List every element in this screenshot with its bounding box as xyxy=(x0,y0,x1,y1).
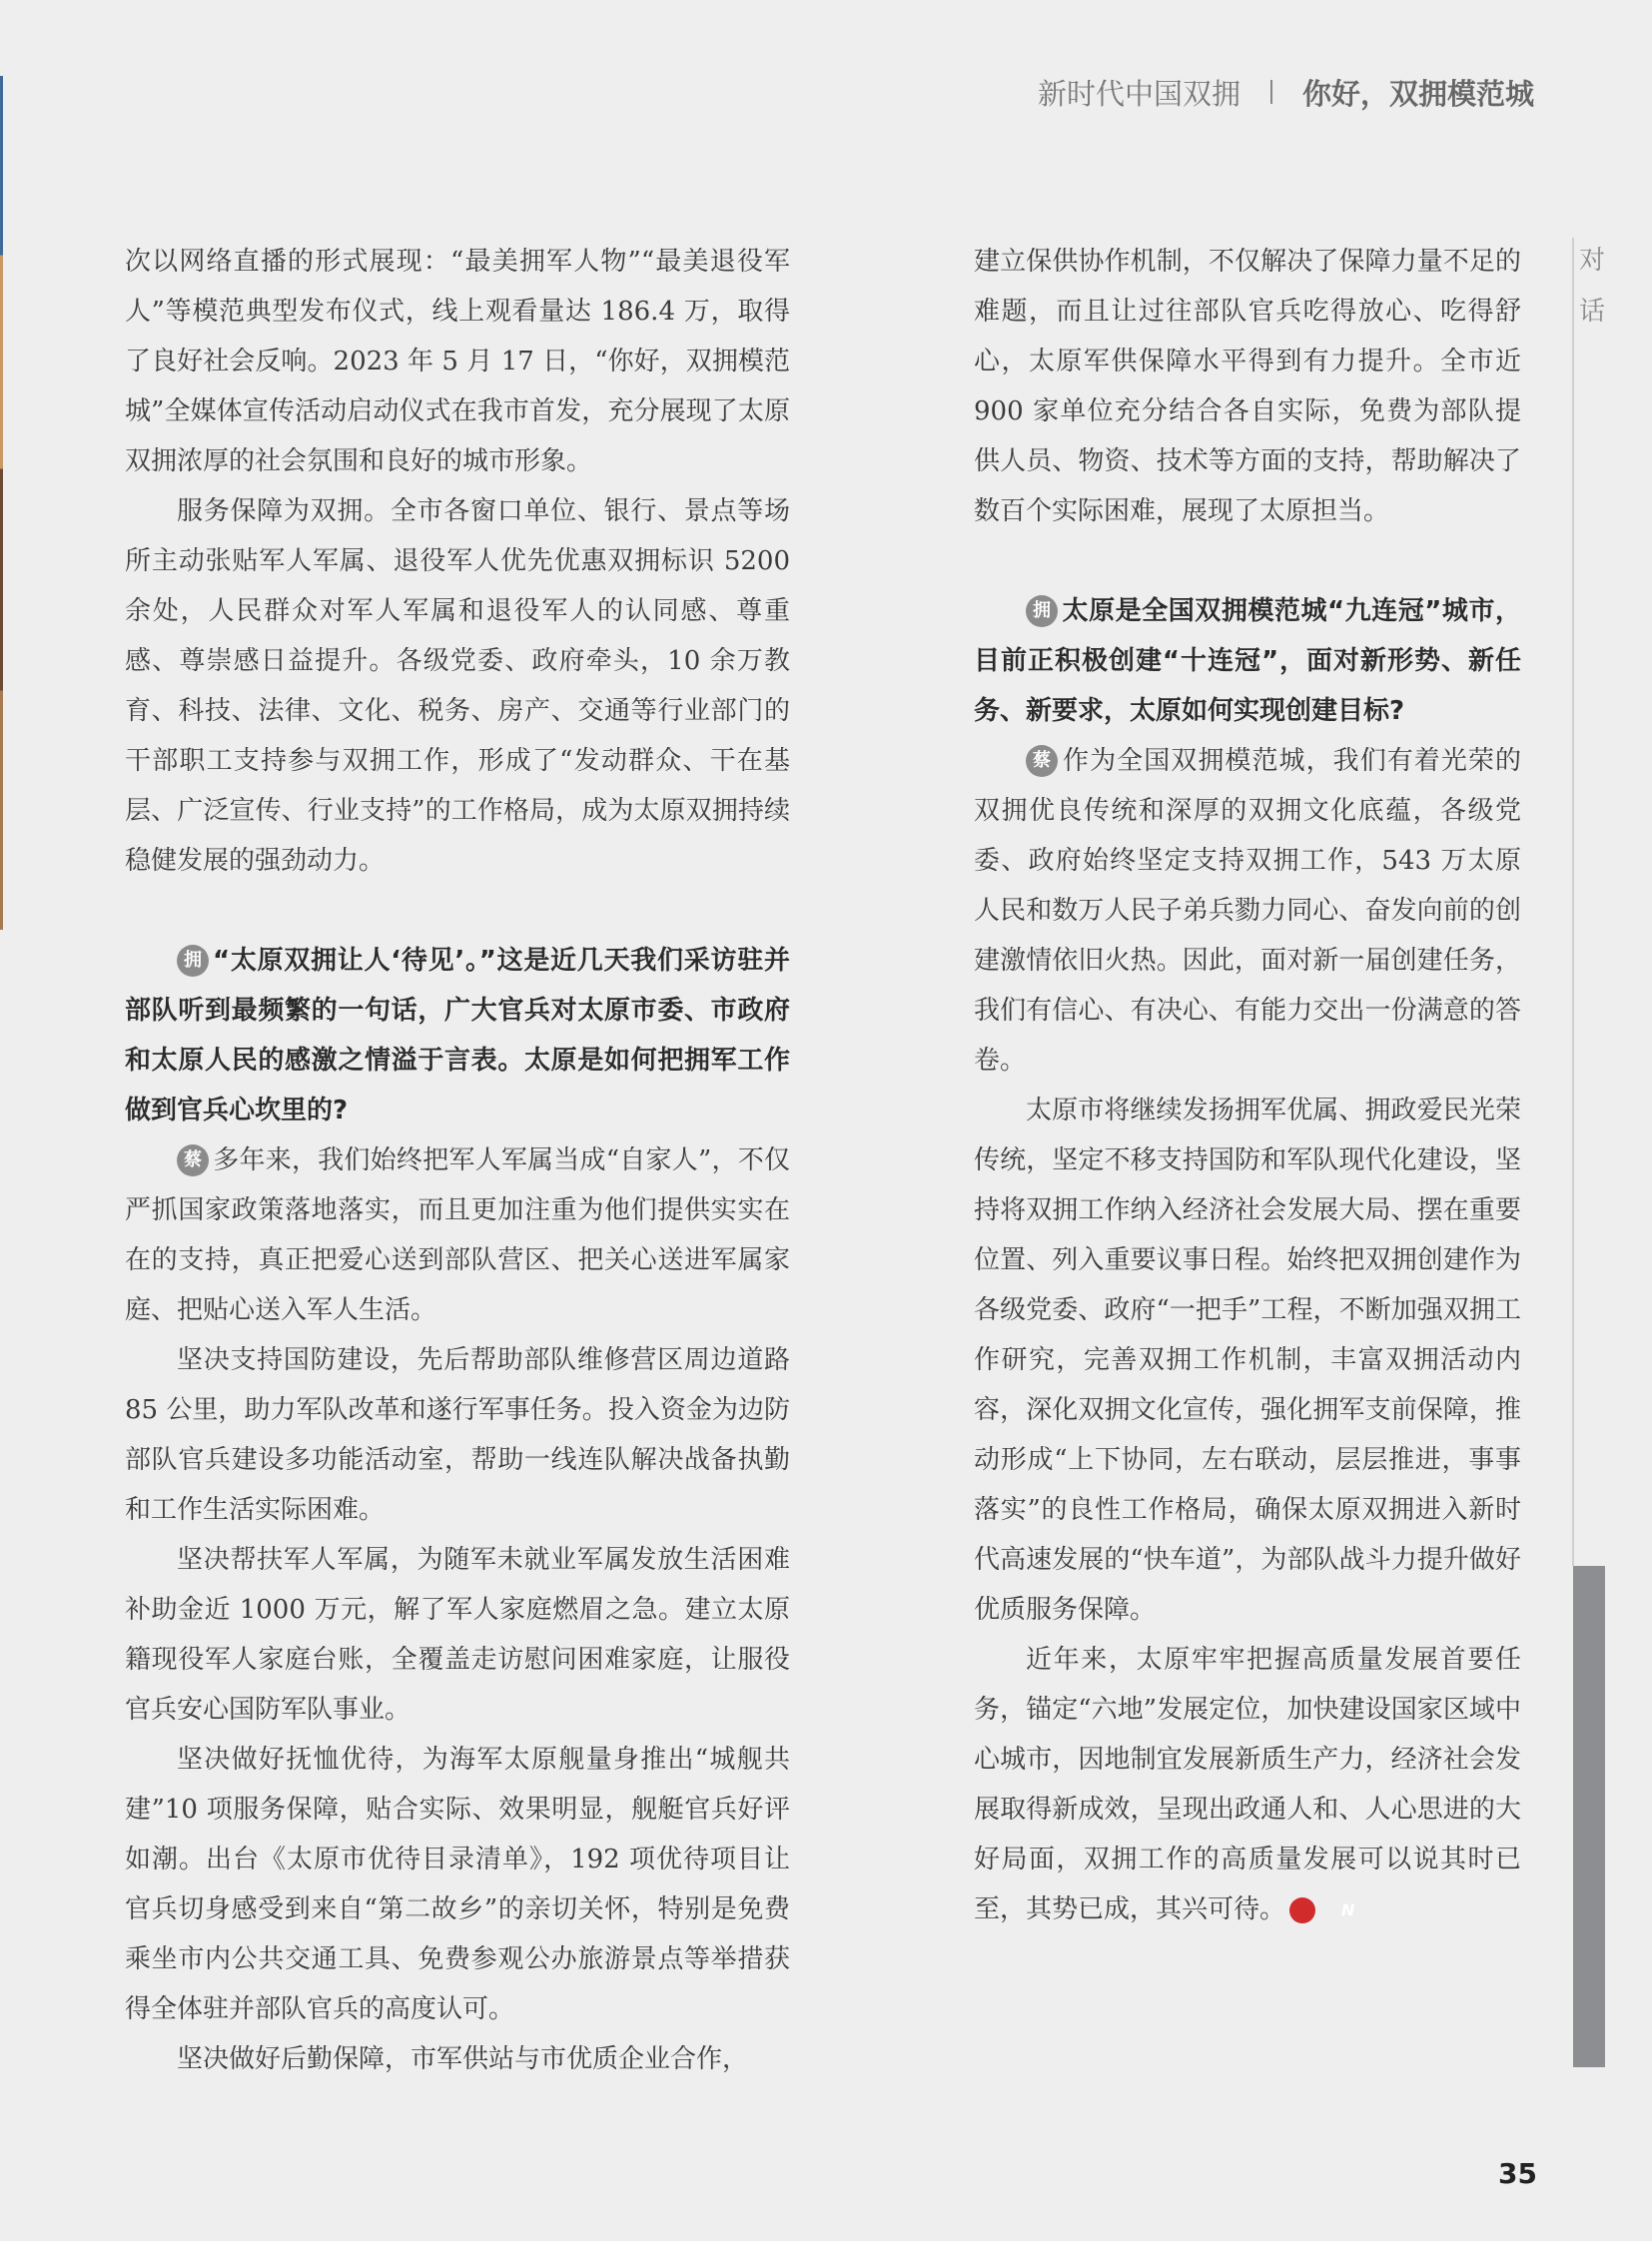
answer-paragraph xyxy=(974,736,1521,1086)
side-thumb-bar xyxy=(1573,1566,1605,2067)
question-badge-icon: 拥 xyxy=(1026,595,1058,627)
answer-badge-icon: 蔡 xyxy=(1026,745,1058,777)
question-text: “太原双拥让人‘待见’。”这是近几天我们采访驻并部队听到最频繁的一句话，广大官兵对太原市委、市政府和太原人民的感激之情溢于言表。太原是如何把拥军工作做到官兵心坎里的? xyxy=(125,946,790,1125)
closing-paragraph xyxy=(974,1635,1521,1934)
right-column xyxy=(974,237,1521,1934)
closing-text: 近年来，太原牢牢把握高质量发展首要任务，锚定“六地”发展定位，加快建设国家区域中心城市，因地制宜发展新质生产力，经济社会发展取得新成效，呈现出政通人和、人心思进的大好局面，双拥工作的高质量发展可以说其时已至，其势已成，其兴可待。 xyxy=(974,1645,1521,1924)
question-paragraph xyxy=(974,586,1521,736)
answer-text: 作为全国双拥模范城，我们有着光荣的双拥优良传统和深厚的双拥文化底蕴，各级党委、政府始终坚定支持双拥工作，543 万太原人民和数万人民子弟兵勠力同心、奋发向前的创建激情依旧火热。因此，面对新一届创建任务，我们有信心、有决心、有能力交出一份满意的答卷。 xyxy=(974,746,1521,1076)
end-mark-icon: N xyxy=(1289,1897,1315,1923)
left-column xyxy=(125,237,790,2084)
side-section-label xyxy=(1577,236,1607,338)
paragraph: 坚决帮扶军人军属，为随军未就业军属发放生活困难补助金近 1000 万元，解了军人家庭燃眉之急。建立太原籍现役军人家庭台账，全覆盖走访慰问困难家庭，让服役官兵安心国防军队事业。 xyxy=(125,1545,790,1725)
side-label-char-2: 话 xyxy=(1578,297,1605,327)
side-rule xyxy=(1572,238,1574,1566)
paragraph: 次以网络直播的形式展现：“最美拥军人物”“最美退役军人”等模范典型发布仪式，线上观看量达 186.4 万，取得了良好社会反响。2023 年 5 月 17 日，“你好，双拥模范城”全媒体宣传活动启动仪式在我市首发，充分展现了太原双拥浓厚的社会氛围和良好的城市形象。 xyxy=(125,247,790,476)
question-paragraph xyxy=(125,936,790,1135)
page-number: 35 xyxy=(1498,2157,1537,2190)
answer-text: 多年来，我们始终把军人军属当成“自家人”，不仅严抓国家政策落地落实，而且更加注重为他们提供实实在在的支持，真正把爱心送到部队营区、把关心送进军属家庭、把贴心送入军人生活。 xyxy=(125,1145,790,1325)
section-gap xyxy=(974,536,1521,586)
photo-edge-strip xyxy=(0,76,3,930)
side-label-char-1: 对 xyxy=(1578,246,1605,276)
question-text: 太原是全国双拥模范城“九连冠”城市，目前正积极创建“十连冠”，面对新形势、新任务、新要求，太原如何实现创建目标? xyxy=(974,596,1521,726)
paragraph: 建立保供协作机制，不仅解决了保障力量不足的难题，而且让过往部队官兵吃得放心、吃得舒心，太原军供保障水平得到有力提升。全市近 900 家单位充分结合各自实际，免费为部队提供人员、物资、技术等方面的支持，帮助解决了数百个实际困难，展现了太原担当。 xyxy=(974,247,1521,526)
header-divider xyxy=(1270,80,1272,104)
section-gap xyxy=(125,886,790,936)
answer-paragraph xyxy=(125,1135,790,1335)
answer-badge-icon: 蔡 xyxy=(177,1144,209,1176)
question-badge-icon: 拥 xyxy=(177,945,209,977)
paragraph: 坚决做好后勤保障，市军供站与市优质企业合作， xyxy=(177,2044,749,2074)
paragraph: 服务保障为双拥。全市各窗口单位、银行、景点等场所主动张贴军人军属、退役军人优先优惠双拥标识 5200 余处，人民群众对军人军属和退役军人的认同感、尊重感、尊崇感日益提升。各级党委、政府牵头，10 余万教育、科技、法律、文化、税务、房产、交通等行业部门的干部职工支持参与双拥工作，形成了“发动群众、干在基层、广泛宣传、行业支持”的工作格局，成为太原双拥持续稳健发展的强劲动力。 xyxy=(125,496,790,876)
paragraph: 坚决做好抚恤优待，为海军太原舰量身推出“城舰共建”10 项服务保障，贴合实际、效果明显，舰艇官兵好评如潮。出台《太原市优待目录清单》，192 项优待项目让官兵切身感受到来自“第二故乡”的亲切关怀，特别是免费乘坐市内公共交通工具、免费参观公办旅游景点等举措获得全体驻并部队官兵的高度认可。 xyxy=(125,1745,790,2024)
paragraph: 太原市将继续发扬拥军优属、拥政爱民光荣传统，坚定不移支持国防和军队现代化建设，坚持将双拥工作纳入经济社会发展大局、摆在重要位置、列入重要议事日程。始终把双拥创建作为各级党委、政府“一把手”工程，不断加强双拥工作研究，完善双拥工作机制，丰富双拥活动内容，深化双拥文化宣传，强化拥军支前保障，推动形成“上下协同，左右联动，层层推进，事事落实”的良性工作格局，确保太原双拥进入新时代高速发展的“快车道”，为部队战斗力提升做好优质服务保障。 xyxy=(974,1096,1521,1625)
header-section: 新时代中国双拥 xyxy=(1037,76,1240,111)
running-header xyxy=(1038,70,1534,114)
header-title: 你好，双拥模范城 xyxy=(1301,76,1534,111)
paragraph: 坚决支持国防建设，先后帮助部队维修营区周边道路 85 公里，助力军队改革和遂行军事任务。投入资金为边防部队官兵建设多功能活动室，帮助一线连队解决战备执勤和工作生活实际困难。 xyxy=(125,1345,790,1525)
